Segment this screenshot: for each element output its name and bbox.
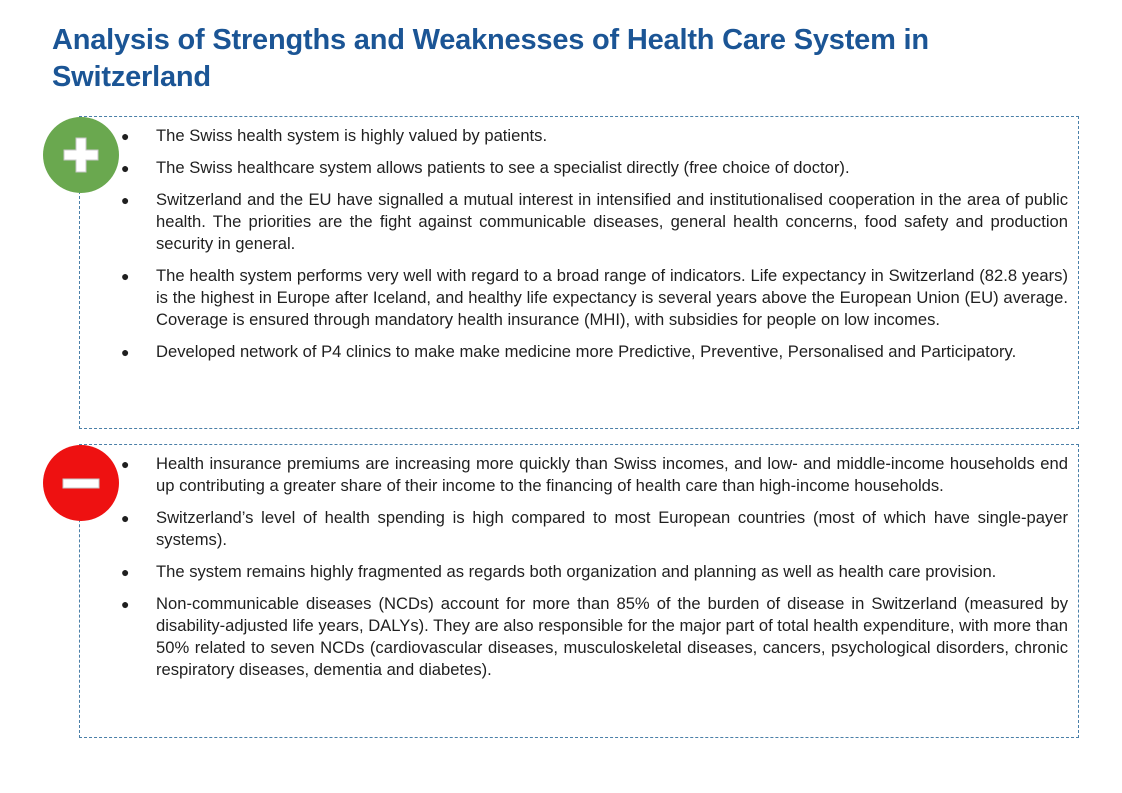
weaknesses-list — [80, 453, 1078, 691]
bullet-icon: ● — [121, 596, 130, 612]
bullet-icon: ● — [121, 268, 130, 284]
strengths-panel — [79, 116, 1079, 429]
bullet-icon: ● — [121, 160, 130, 176]
weakness-text: Non-communicable diseases (NCDs) account for more than 85% of the burden of disease in Switzerland (measured by disability-adjusted life years, DALYs). They are also responsible for the major part of total health expenditure, with more than 50% related to seven NCDs (cardiovascular diseases, musculoskeletal diseases, cancers, psychological disorders, chronic respiratory diseases, dementia and diabetes). — [156, 594, 1068, 679]
strength-text: Developed network of P4 clinics to make make medicine more Predictive, Preventive, Personalised and Participatory. — [156, 342, 1017, 361]
list-item — [80, 265, 1078, 331]
strength-text: The Swiss health system is highly valued by patients. — [156, 126, 548, 145]
bullet-icon: ● — [121, 344, 130, 360]
list-item — [80, 453, 1078, 497]
strengths-list — [80, 125, 1078, 373]
list-item — [80, 507, 1078, 551]
bullet-icon: ● — [121, 510, 130, 526]
list-item — [80, 125, 1078, 147]
weakness-text: The system remains highly fragmented as regards both organization and planning as well as health care provision. — [156, 562, 997, 581]
list-item — [80, 593, 1078, 681]
list-item — [80, 157, 1078, 179]
strength-text: Switzerland and the EU have signalled a mutual interest in intensified and institutionalised cooperation in the area of public health. The priorities are the fight against communicable diseases, general health concerns, food safety and production security in general. — [156, 190, 1068, 253]
page-title: Analysis of Strengths and Weaknesses of Health Care System in Switzerland — [52, 24, 929, 93]
weakness-text: Switzerland’s level of health spending is high compared to most European countries (most of which have single-payer systems). — [156, 508, 1068, 549]
list-item — [80, 561, 1078, 583]
strength-text: The health system performs very well with regard to a broad range of indicators. Life expectancy in Switzerland (82.8 years) is the highest in Europe after Iceland, and healthy life expectancy is several years above the European Union (EU) average. Coverage is ensured through mandatory health insurance (MHI), with subsidies for people on low incomes. — [156, 266, 1068, 329]
strength-text: The Swiss healthcare system allows patients to see a specialist directly (free choice of doctor). — [156, 158, 850, 177]
bullet-icon: ● — [121, 192, 130, 208]
weaknesses-panel — [79, 444, 1079, 738]
list-item — [80, 341, 1078, 363]
weakness-text: Health insurance premiums are increasing more quickly than Swiss incomes, and low- and middle-income households end up contributing a greater share of their income to the financing of health care than high-income households. — [156, 454, 1068, 495]
list-item — [80, 189, 1078, 255]
bullet-icon: ● — [121, 456, 130, 472]
bullet-icon: ● — [121, 128, 130, 144]
bullet-icon: ● — [121, 564, 130, 580]
